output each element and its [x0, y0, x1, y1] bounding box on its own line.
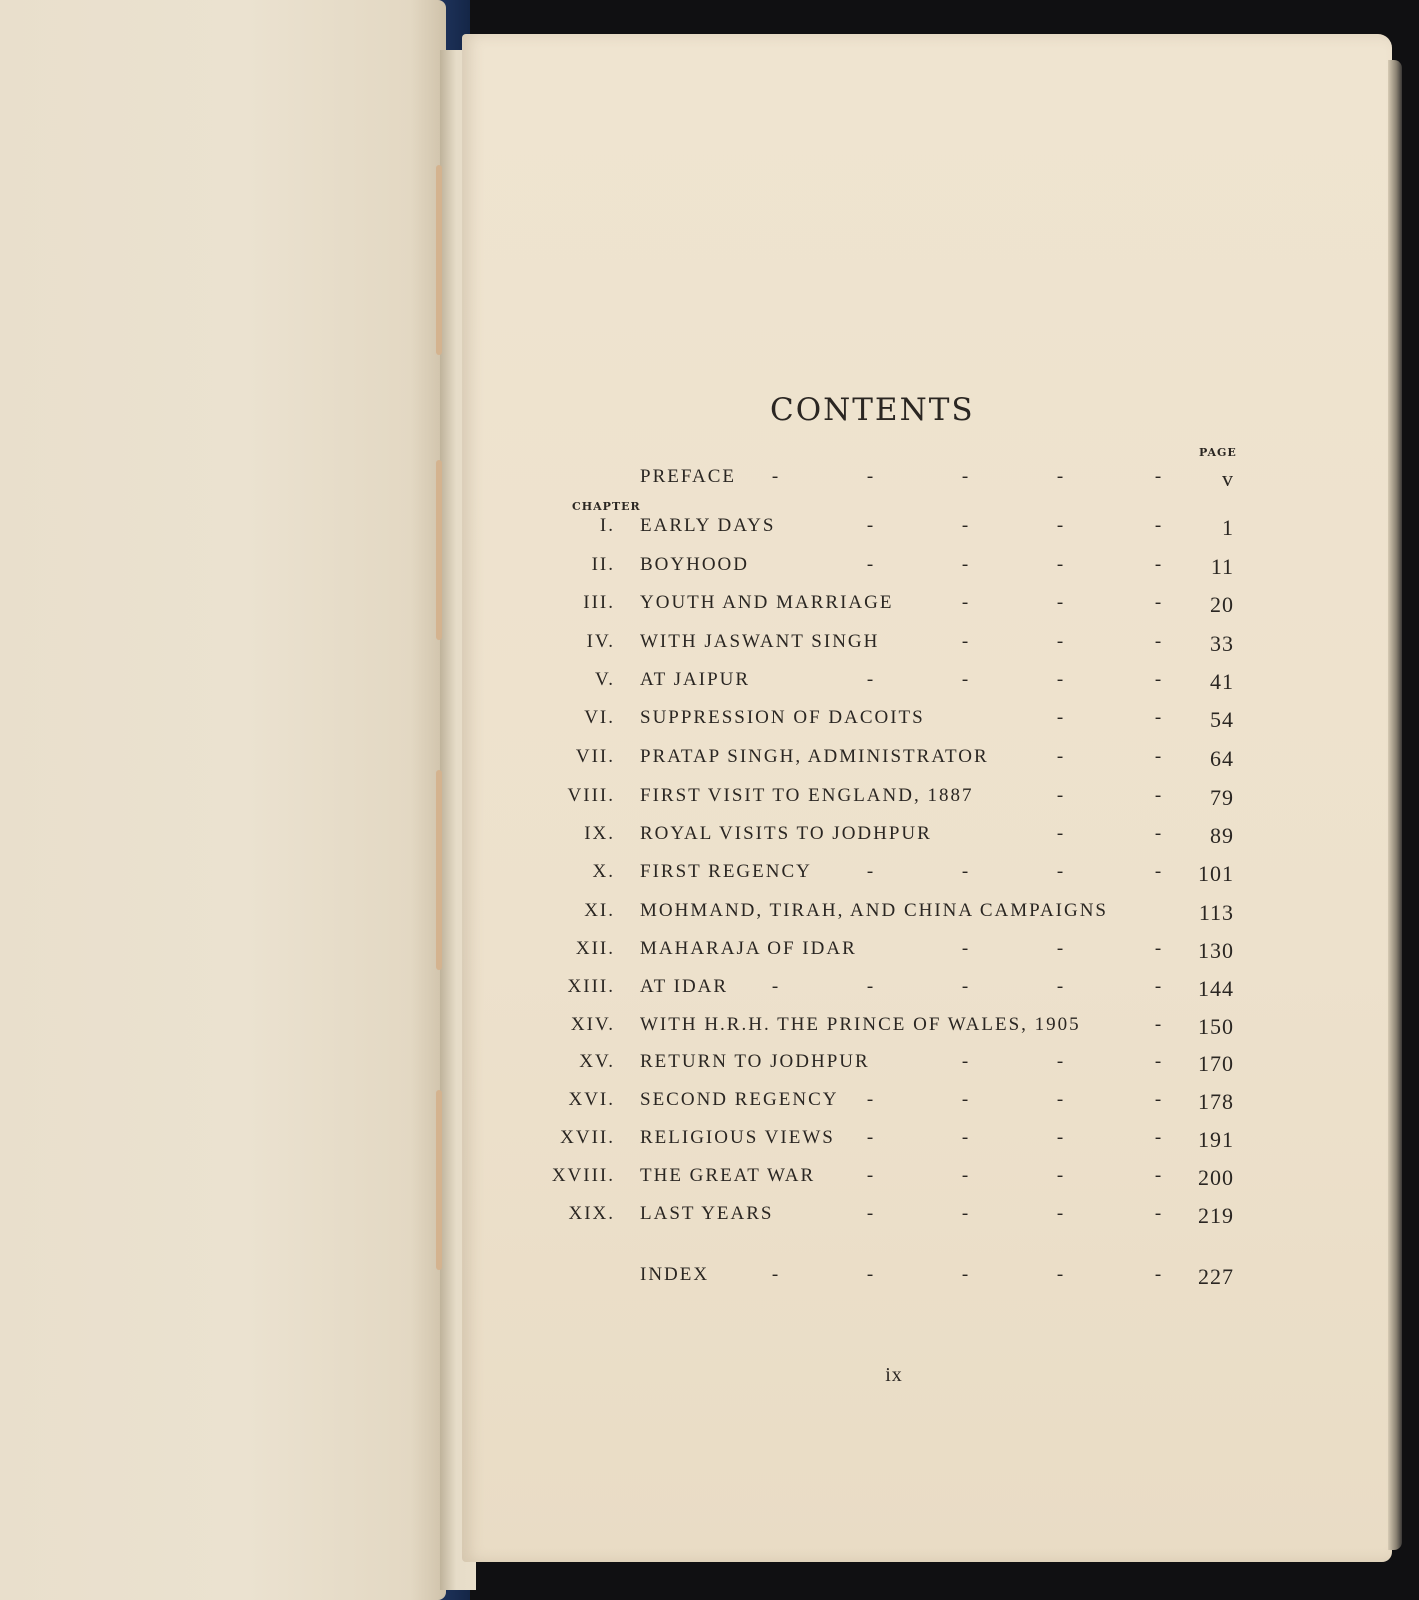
leader-dash: - [866, 554, 876, 575]
toc-entry [0, 1051, 1419, 1081]
chapter-number: XIX. [568, 1203, 615, 1224]
leader-dash: - [771, 466, 781, 487]
leader-dash: - [1154, 1051, 1164, 1072]
page-number: 227 [1198, 1264, 1234, 1289]
chapter-title: AT IDAR [640, 976, 729, 997]
chapter-title: BOYHOOD [640, 554, 749, 575]
chapter-title: MAHARAJA OF IDAR [640, 938, 857, 959]
page-folio: ix [885, 1364, 903, 1386]
toc-entry [0, 861, 1419, 891]
leader-dash: - [866, 861, 876, 882]
leader-dash: - [1154, 1203, 1164, 1224]
toc-entry [0, 785, 1419, 815]
leader-dash: - [1056, 1264, 1066, 1285]
chapter-title: WITH H.R.H. THE PRINCE OF WALES, 1905 [640, 1014, 1081, 1035]
leader-dash: - [961, 466, 971, 487]
leader-dash: - [1154, 1264, 1164, 1285]
chapter-title: PRATAP SINGH, ADMINISTRATOR [640, 746, 989, 767]
leader-dash: - [961, 1051, 971, 1072]
leader-dash: - [771, 1264, 781, 1285]
toc-entry [0, 1203, 1419, 1233]
leader-dash: - [961, 1089, 971, 1110]
leader-dash: - [1056, 1051, 1066, 1072]
chapter-title: YOUTH AND MARRIAGE [640, 592, 894, 613]
leader-dash: - [1154, 1014, 1164, 1035]
leader-dash: - [1154, 1127, 1164, 1148]
leader-dash: - [961, 938, 971, 959]
toc-entry [0, 1165, 1419, 1195]
leader-dash: - [866, 1165, 876, 1186]
leader-dash: - [1154, 631, 1164, 652]
leader-dash: - [1056, 515, 1066, 536]
chapter-title: ROYAL VISITS TO JODHPUR [640, 823, 932, 844]
binding-thread [436, 165, 442, 355]
leader-dash: - [866, 1264, 876, 1285]
page-number: 41 [1210, 669, 1234, 694]
page-number: 130 [1198, 938, 1234, 963]
leader-dash: - [961, 1127, 971, 1148]
toc-entry [0, 669, 1419, 699]
chapter-number: XV. [579, 1051, 615, 1072]
leader-dash: - [1154, 1165, 1164, 1186]
leader-dash: - [1056, 707, 1066, 728]
leader-dash: - [961, 1203, 971, 1224]
leader-dash: - [1056, 746, 1066, 767]
page-number: 11 [1210, 554, 1234, 579]
leader-dash: - [961, 592, 971, 613]
chapter-title: FIRST REGENCY [640, 861, 812, 882]
leader-dash: - [1056, 466, 1066, 487]
toc-entry [0, 631, 1419, 661]
leader-dash: - [961, 861, 971, 882]
chapter-title: AT JAIPUR [640, 669, 751, 690]
chapter-number: XIV. [570, 1014, 615, 1035]
leader-dash: - [866, 466, 876, 487]
page-title: CONTENTS [770, 392, 975, 428]
toc-entry [0, 938, 1419, 968]
leader-dash: - [961, 554, 971, 575]
page-number: 101 [1198, 861, 1234, 886]
toc-entry [0, 1014, 1419, 1044]
page-number: 1 [1222, 515, 1234, 540]
toc-entry [0, 554, 1419, 584]
page-number: 20 [1210, 592, 1234, 617]
page-number: 89 [1210, 823, 1234, 848]
page-number: 191 [1198, 1127, 1234, 1152]
leader-dash: - [1154, 707, 1164, 728]
page-number: 54 [1210, 707, 1234, 732]
chapter-number: IV. [586, 631, 615, 652]
leader-dash: - [866, 669, 876, 690]
chapter-title: THE GREAT WAR [640, 1165, 816, 1186]
page-number: 113 [1198, 900, 1234, 925]
toc-entry [0, 1264, 1419, 1294]
chapter-number: III. [583, 592, 615, 613]
leader-dash: - [1154, 823, 1164, 844]
chapter-number: XI. [584, 900, 615, 921]
leader-dash: - [866, 1127, 876, 1148]
leader-dash: - [1154, 592, 1164, 613]
leader-dash: - [961, 515, 971, 536]
page-number: 178 [1198, 1089, 1234, 1114]
toc-entry [0, 976, 1419, 1006]
leader-dash: - [1056, 785, 1066, 806]
chapter-number: X. [592, 861, 615, 882]
leader-dash: - [866, 515, 876, 536]
toc-entry [0, 1089, 1419, 1119]
leader-dash: - [961, 669, 971, 690]
page-number: v [1222, 466, 1234, 491]
leader-dash: - [1056, 1089, 1066, 1110]
leader-dash: - [1154, 554, 1164, 575]
leader-dash: - [1154, 785, 1164, 806]
leader-dash: - [866, 976, 876, 997]
page-column-label: PAGE [1199, 446, 1237, 459]
chapter-title: SUPPRESSION OF DACOITS [640, 707, 925, 728]
chapter-number: XIII. [567, 976, 615, 997]
leader-dash: - [1154, 861, 1164, 882]
chapter-number: XVI. [568, 1089, 615, 1110]
chapter-number: VII. [575, 746, 615, 767]
leader-dash: - [1154, 466, 1164, 487]
leader-dash: - [1056, 823, 1066, 844]
page-number: 170 [1198, 1051, 1234, 1076]
chapter-number: IX. [584, 823, 615, 844]
toc-entry [0, 900, 1419, 930]
leader-dash: - [1056, 592, 1066, 613]
toc-entry [0, 746, 1419, 776]
chapter-title: PREFACE [640, 466, 737, 487]
leader-dash: - [771, 976, 781, 997]
toc-entry [0, 592, 1419, 622]
chapter-title: RELIGIOUS VIEWS [640, 1127, 835, 1148]
chapter-number: II. [591, 554, 615, 575]
leader-dash: - [1154, 669, 1164, 690]
leader-dash: - [1154, 1089, 1164, 1110]
chapter-title: SECOND REGENCY [640, 1089, 839, 1110]
leader-dash: - [1056, 631, 1066, 652]
chapter-column-label: CHAPTER [572, 500, 641, 513]
leader-dash: - [1056, 976, 1066, 997]
leader-dash: - [1056, 1165, 1066, 1186]
chapter-number: V. [594, 669, 615, 690]
leader-dash: - [1056, 669, 1066, 690]
leader-dash: - [866, 1089, 876, 1110]
leader-dash: - [1056, 1203, 1066, 1224]
leader-dash: - [1154, 746, 1164, 767]
page-number: 64 [1210, 746, 1234, 771]
chapter-number: VI. [584, 707, 615, 728]
leader-dash: - [1056, 1127, 1066, 1148]
page-number: 79 [1210, 785, 1234, 810]
chapter-title: FIRST VISIT TO ENGLAND, 1887 [640, 785, 974, 806]
chapter-number: XVIII. [551, 1165, 615, 1186]
leader-dash: - [961, 631, 971, 652]
chapter-title: RETURN TO JODHPUR [640, 1051, 870, 1072]
toc-entry [0, 466, 1419, 496]
leader-dash: - [1154, 938, 1164, 959]
page-number: 219 [1198, 1203, 1234, 1228]
toc-entry [0, 823, 1419, 853]
page-number: 200 [1198, 1165, 1234, 1190]
leader-dash: - [1056, 938, 1066, 959]
chapter-number: VIII. [567, 785, 615, 806]
chapter-title: MOHMAND, TIRAH, AND CHINA CAMPAIGNS [640, 900, 1108, 921]
leader-dash: - [1056, 554, 1066, 575]
leader-dash: - [1154, 515, 1164, 536]
chapter-title: WITH JASWANT SINGH [640, 631, 880, 652]
chapter-title: INDEX [640, 1264, 710, 1285]
page-number: 144 [1198, 976, 1234, 1001]
toc-entry [0, 707, 1419, 737]
page-number: 150 [1198, 1014, 1234, 1039]
leader-dash: - [961, 1165, 971, 1186]
page-number: 33 [1210, 631, 1234, 656]
leader-dash: - [961, 976, 971, 997]
toc-entry [0, 515, 1419, 545]
chapter-number: I. [599, 515, 615, 536]
leader-dash: - [961, 1264, 971, 1285]
chapter-title: EARLY DAYS [640, 515, 776, 536]
toc-entry [0, 1127, 1419, 1157]
chapter-title: LAST YEARS [640, 1203, 774, 1224]
chapter-number: XVII. [560, 1127, 615, 1148]
chapter-number: XII. [575, 938, 615, 959]
leader-dash: - [1154, 976, 1164, 997]
leader-dash: - [1056, 861, 1066, 882]
leader-dash: - [866, 1203, 876, 1224]
